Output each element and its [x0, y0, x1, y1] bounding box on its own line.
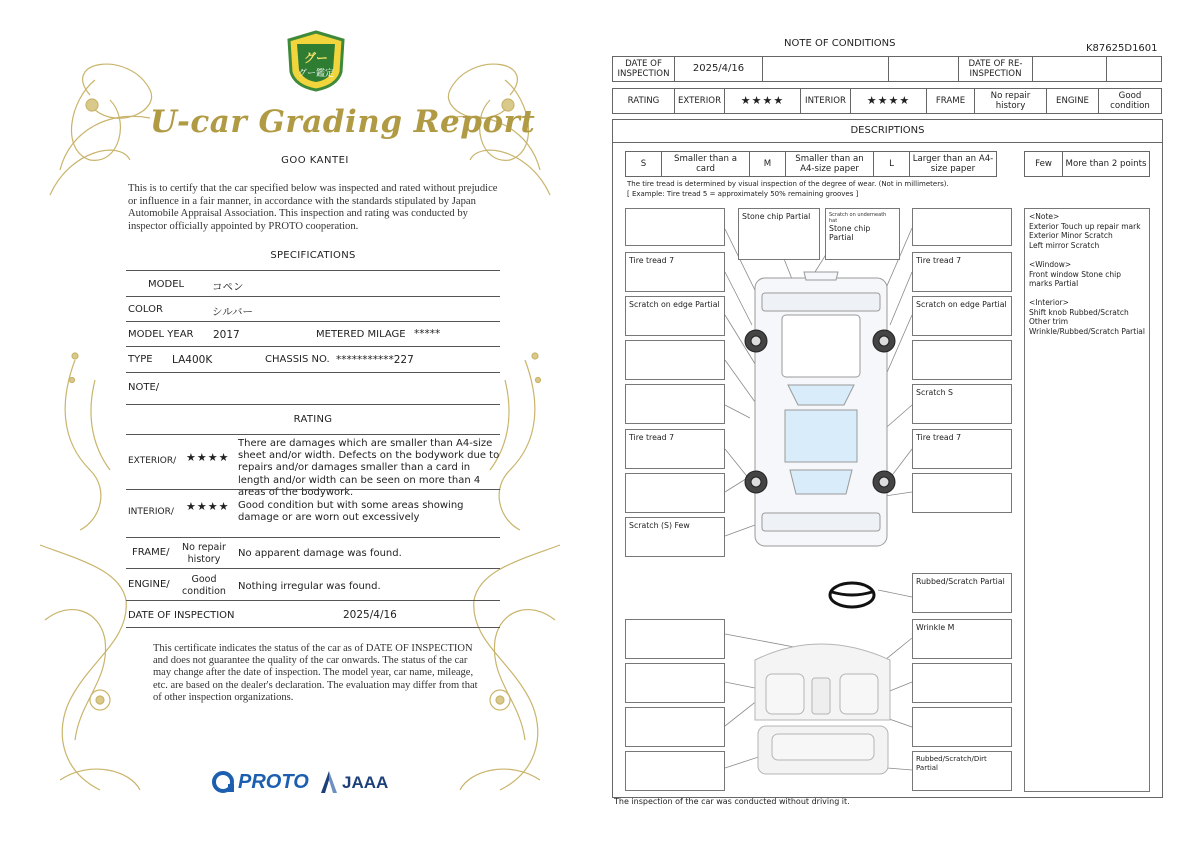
condition-box-tire-front-right: Tire tread 7	[912, 252, 1012, 292]
condition-box-tire-rear-right: Tire tread 7	[912, 429, 1012, 469]
reinspection-date-label: DATE OF RE-INSPECTION	[959, 57, 1033, 82]
interior-item: Wrinkle/Rubbed/Scratch Partial	[1029, 327, 1145, 337]
spacer	[1029, 251, 1145, 260]
underneath-note: Scratch on underneath hat	[829, 212, 887, 224]
note-item: Left mirror Scratch	[1029, 241, 1100, 251]
divider	[126, 270, 500, 271]
window-heading: <Window>	[1029, 259, 1072, 269]
model-year-label: MODEL YEAR	[128, 329, 194, 340]
exterior-stars: ★★★★	[186, 451, 230, 464]
divider	[126, 489, 500, 490]
exterior-label: EXTERIOR	[675, 89, 725, 114]
color-value: シルバー	[212, 306, 254, 318]
divider	[126, 537, 500, 538]
inspection-date-label: DATE OF INSPECTION	[613, 57, 675, 82]
legend-l: L	[874, 152, 910, 177]
exterior-stars: ★★★★	[725, 89, 801, 114]
tire-note-line-1: The tire tread is determined by visual inspection of the degree of wear. (Not in millimeters).	[627, 180, 949, 188]
exterior-description: There are damages which are smaller than A4-size sheet and/or width. Defects on the bodywork due to repairs and/or damages smaller than a card in length and/or width can be seen on more than 4 areas of the bodywork.	[238, 438, 500, 498]
inspection-date-label: DATE OF INSPECTION	[128, 610, 235, 621]
engine-label: ENGINE/	[128, 579, 170, 590]
frame-label: FRAME/	[132, 547, 170, 558]
condition-box-empty	[625, 663, 725, 703]
exterior-label: EXTERIOR/	[128, 456, 177, 466]
divider	[126, 372, 500, 373]
svg-text:グー: グー	[303, 51, 329, 65]
note-heading: <Note>	[1029, 212, 1060, 221]
condition-box-scratch-few: Scratch (S) Few	[625, 517, 725, 557]
model-label: MODEL	[148, 279, 185, 290]
condition-box-scratch-edge-left: Scratch on edge Partial	[625, 296, 725, 336]
condition-box-rubbed-dirt: Rubbed/Scratch/Dirt Partial	[912, 751, 1012, 791]
divider	[126, 600, 500, 601]
condition-box-empty	[912, 473, 1012, 513]
note-of-conditions	[600, 0, 1200, 848]
type-label: TYPE	[128, 354, 153, 365]
condition-box-empty	[912, 663, 1012, 703]
divider	[126, 568, 500, 569]
engine-value: Good condition	[1099, 89, 1162, 114]
proto-logo-text: PROTO	[238, 771, 309, 793]
interior-description: Good condition but with some areas showing damage or are worn out excessively	[238, 500, 464, 524]
inspection-date-value: 2025/4/16	[675, 57, 763, 82]
interior-item: Other trim	[1029, 317, 1069, 327]
interior-stars: ★★★★	[851, 89, 927, 114]
legend-s: S	[626, 152, 662, 177]
legend-s-desc: Smaller than a card	[662, 152, 750, 177]
color-label: COLOR	[128, 304, 163, 315]
frame-label: FRAME	[927, 89, 975, 114]
tire-note-line-2: [ Example: Tire tread 5 = approximately 50% remaining grooves ]	[627, 189, 859, 198]
car-interior-view	[755, 644, 890, 774]
jaaa-logo-text: JAAA	[342, 773, 389, 792]
interior-label: INTERIOR/	[128, 507, 174, 517]
interior-item: Shift knob Rubbed/Scratch	[1029, 307, 1129, 317]
divider	[126, 321, 500, 322]
frame-value: No repair history	[975, 89, 1047, 114]
specifications-heading: SPECIFICATIONS	[270, 250, 356, 261]
certificate-footer: This certificate indicates the status of the car as of DATE OF INSPECTION and does not guarantee the quality of the car onwards. The status of the car may change after the date of inspection. The model year, car name, mileage, etc. are based on the dealer's declaration. The evaluation may differ from that of other inspection organizations.	[153, 643, 478, 703]
divider	[126, 346, 500, 347]
goo-kantei-emblem-icon	[287, 30, 345, 92]
condition-box-empty	[625, 751, 725, 791]
certificate-title: U-car Grading Report	[150, 104, 536, 140]
condition-box-empty	[625, 208, 725, 246]
type-value: LA400K	[172, 354, 213, 366]
car-top-view	[755, 272, 887, 546]
note-item: Exterior Minor Scratch	[1029, 231, 1113, 241]
condition-box-underneath	[825, 208, 900, 260]
legend-few: Few	[1025, 152, 1063, 177]
chassis-label: CHASSIS NO.	[265, 354, 330, 365]
descriptions-heading: DESCRIPTIONS	[612, 119, 1163, 143]
condition-box-empty	[912, 208, 1012, 246]
divider	[126, 296, 500, 297]
rating-label: RATING	[613, 89, 675, 114]
frame-description: No apparent damage was found.	[238, 548, 402, 559]
divider	[126, 434, 500, 435]
condition-box-tire-front-left: Tire tread 7	[625, 252, 725, 292]
engine-label: ENGINE	[1047, 89, 1099, 114]
engine-value: Good condition	[182, 574, 226, 597]
document-id: K87625D1601	[1086, 43, 1158, 54]
conditions-title: NOTE OF CONDITIONS	[784, 38, 896, 49]
notes-panel	[1024, 208, 1150, 792]
interior-heading: <Interior>	[1029, 297, 1069, 307]
legend-few-desc: More than 2 points	[1063, 152, 1150, 177]
condition-box-empty	[625, 340, 725, 380]
condition-box-empty	[625, 619, 725, 659]
note-item: Exterior Touch up repair mark	[1029, 221, 1141, 231]
legend-l-desc: Larger than an A4-size paper	[910, 152, 997, 177]
underneath-stone-chip: Stone chip Partial	[829, 224, 871, 242]
condition-box-empty	[912, 340, 1012, 380]
steering-wheel-icon	[830, 583, 874, 607]
proto-logo-icon	[212, 770, 236, 794]
model-value: コペン	[212, 281, 244, 293]
condition-box-scratch-s: Scratch S	[912, 384, 1012, 424]
certificate-intro: This is to certify that the car specified below was inspected and rated without prejudice or influence in a fair manner, in accordance with the standards stipulated by Japan Automobile Appraisal Association. This inspection and rating was conducted by inspector officially appointed by PROTO cooperation.	[128, 183, 498, 232]
inspection-date-value: 2025/4/16	[343, 609, 397, 621]
interior-label: INTERIOR	[801, 89, 851, 114]
condition-box-empty	[625, 384, 725, 424]
rating-heading: RATING	[293, 414, 333, 425]
condition-box-empty	[912, 707, 1012, 747]
condition-box-rubbed-partial: Rubbed/Scratch Partial	[912, 573, 1012, 613]
note-label: NOTE/	[128, 382, 160, 393]
interior-stars: ★★★★	[186, 500, 230, 513]
frame-value: No repair history	[182, 542, 226, 565]
condition-box-scratch-edge-right: Scratch on edge Partial	[912, 296, 1012, 336]
legend-m-desc: Smaller than an A4-size paper	[786, 152, 874, 177]
model-year-value: 2017	[213, 329, 240, 341]
condition-box-empty	[625, 473, 725, 513]
inspection-footnote: The inspection of the car was conducted without driving it.	[614, 797, 850, 806]
engine-description: Nothing irregular was found.	[238, 581, 381, 592]
condition-box-stone-chip: Stone chip Partial	[738, 208, 820, 260]
jaaa-logo-icon	[319, 770, 339, 794]
condition-box-empty	[625, 707, 725, 747]
certificate-subtitle: GOO KANTEI	[281, 155, 349, 166]
mileage-value: *****	[414, 328, 441, 340]
chassis-value: ***********227	[336, 354, 414, 366]
divider	[126, 404, 500, 405]
condition-box-wrinkle: Wrinkle M	[912, 619, 1012, 659]
emblem-text: グー鑑定	[297, 69, 335, 79]
mileage-label: METERED MILAGE	[316, 329, 406, 340]
divider	[126, 627, 500, 628]
spacer	[1029, 289, 1145, 298]
window-item: Front window Stone chip marks Partial	[1029, 269, 1121, 289]
condition-box-tire-rear-left: Tire tread 7	[625, 429, 725, 469]
legend-m: M	[750, 152, 786, 177]
